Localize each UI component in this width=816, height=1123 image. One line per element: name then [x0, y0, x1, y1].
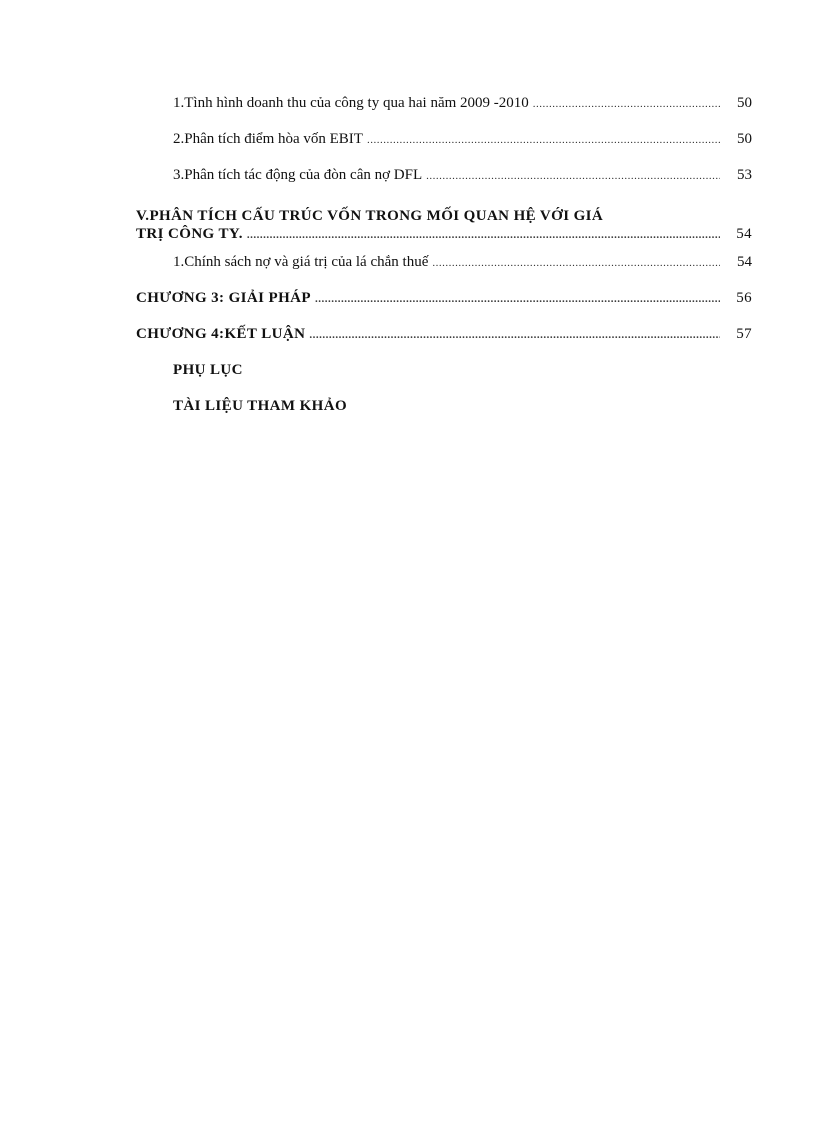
toc-leader-dots — [309, 329, 720, 341]
toc-entry-revenue[interactable] — [136, 95, 752, 131]
toc-entry-title: CHƯƠNG 3: GIẢI PHÁP — [136, 290, 311, 306]
toc-entry-debt-policy[interactable] — [136, 254, 752, 290]
toc-leader-dots — [432, 257, 720, 269]
toc-leader-dots — [315, 293, 720, 305]
toc-page-number: 56 — [736, 290, 752, 306]
toc-page-number: 50 — [737, 95, 752, 111]
toc-entry-ebit[interactable] — [136, 131, 752, 167]
toc-entry-title-line2-row — [136, 225, 752, 244]
toc-entry-title: 1.Tình hình doanh thu của công ty qua hai năm 2009 -2010 — [173, 95, 529, 111]
toc-leader-dots — [426, 170, 720, 182]
toc-page-number: 54 — [736, 226, 752, 242]
toc-page-number: 50 — [737, 131, 752, 147]
toc-entry-title: PHỤ LỤC — [173, 362, 243, 378]
toc-entry-title: CHƯƠNG 4:KẾT LUẬN — [136, 326, 306, 342]
toc-entry-references[interactable] — [136, 398, 752, 434]
toc-entry-title-line1: V.PHÂN TÍCH CẤU TRÚC VỐN TRONG MỐI QUAN HỆ VỚI GIÁ — [136, 208, 604, 224]
toc-entry-title: 1.Chính sách nợ và giá trị của lá chắn thuế — [173, 254, 429, 270]
toc-entry-title: TÀI LIỆU THAM KHẢO — [173, 398, 348, 414]
toc-entry-title: 3.Phân tích tác động của đòn cân nợ DFL — [173, 167, 423, 183]
toc-entry-section-v[interactable] — [136, 207, 752, 244]
toc-leader-dots — [367, 134, 720, 146]
toc-page-number: 53 — [737, 167, 752, 183]
table-of-contents — [136, 95, 752, 434]
toc-page-number: 54 — [737, 254, 752, 270]
toc-entry-appendix[interactable] — [136, 362, 752, 398]
toc-leader-dots — [533, 98, 720, 110]
toc-entry-title-line2: TRỊ CÔNG TY. — [136, 226, 243, 242]
toc-entry-chapter-4[interactable] — [136, 326, 752, 362]
toc-entry-dfl[interactable] — [136, 167, 752, 203]
toc-entry-title: 2.Phân tích điểm hòa vốn EBIT — [173, 131, 363, 147]
toc-leader-dots — [247, 226, 720, 244]
toc-entry-chapter-3[interactable] — [136, 290, 752, 326]
toc-page-number: 57 — [736, 326, 752, 342]
